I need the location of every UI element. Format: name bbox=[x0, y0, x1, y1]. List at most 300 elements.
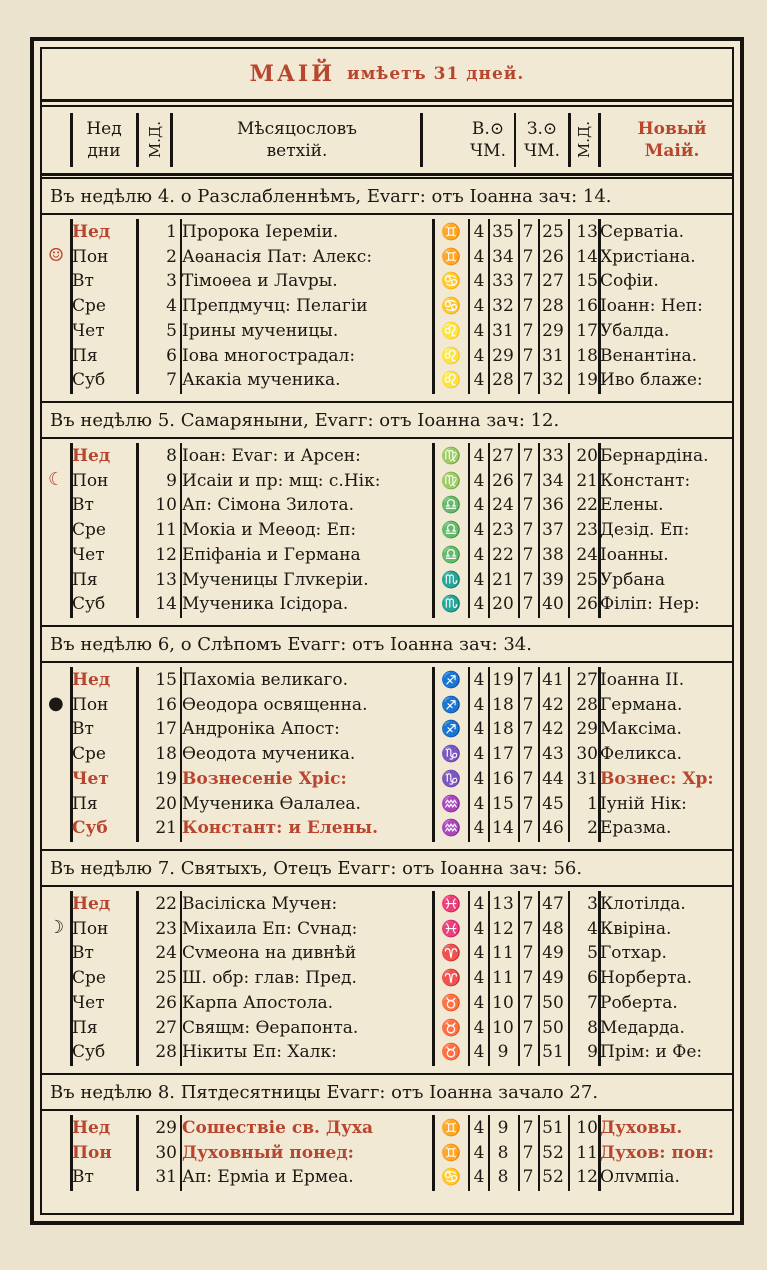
sunset-minute: 51 bbox=[542, 1118, 564, 1138]
calendar-row bbox=[42, 294, 732, 319]
new-calendar-day: 20 bbox=[576, 446, 598, 466]
sunset-hour: 7 bbox=[522, 992, 534, 1013]
sunrise-hour: 4 bbox=[473, 943, 485, 964]
day-number: 2 bbox=[166, 246, 177, 267]
calendar-row bbox=[42, 1116, 732, 1141]
new-calendar-day: 18 bbox=[576, 345, 598, 366]
calendar-row bbox=[42, 892, 732, 917]
day-number: 4 bbox=[166, 296, 177, 317]
sunset-minute: 45 bbox=[542, 793, 564, 814]
old-calendar-saint: Мученика Ісідора. bbox=[182, 594, 349, 615]
sunset-minute: 33 bbox=[542, 446, 564, 466]
sunrise-hour: 4 bbox=[473, 670, 485, 690]
day-number: 6 bbox=[166, 345, 177, 366]
day-number: 21 bbox=[155, 818, 177, 839]
week-heading: Въ недѣлю 6, о Слѣпомъ Еvагг: отъ Іоанна зач: 34. bbox=[42, 625, 732, 663]
header-md-left bbox=[140, 107, 170, 173]
old-calendar-saint: Аѳанасія Пат: Алекс: bbox=[182, 246, 373, 267]
page-title bbox=[42, 49, 732, 102]
zodiac-icon: ♐ bbox=[441, 670, 461, 689]
sunrise-minute: 21 bbox=[492, 569, 514, 590]
zodiac-icon: ♈ bbox=[441, 968, 461, 988]
sunrise-hour: 4 bbox=[473, 1167, 485, 1188]
new-calendar-day: 9 bbox=[587, 1042, 598, 1063]
sunrise-minute: 18 bbox=[492, 719, 514, 740]
header-md-right-label: М.Д. bbox=[575, 121, 593, 159]
header-v-chm-2: ЧМ. bbox=[470, 141, 506, 161]
sunset-hour: 7 bbox=[522, 1118, 534, 1138]
day-number: 18 bbox=[155, 744, 177, 765]
new-calendar-saint: Клотілда. bbox=[600, 894, 686, 914]
sunrise-hour: 4 bbox=[473, 1017, 485, 1038]
sunrise-hour: 4 bbox=[473, 345, 485, 366]
header-mesyatseslov bbox=[174, 107, 420, 173]
sunrise-minute: 14 bbox=[492, 818, 514, 839]
weekday-label: Сре bbox=[72, 520, 106, 541]
zodiac-icon: ♓ bbox=[441, 894, 461, 913]
sunset-minute: 27 bbox=[542, 271, 564, 292]
old-calendar-saint: Ш. обр: глав: Пред. bbox=[182, 968, 357, 989]
new-calendar-saint: Іоанна II. bbox=[600, 670, 685, 690]
new-calendar-day: 1 bbox=[587, 793, 598, 814]
weekday-label: Чет bbox=[72, 992, 105, 1013]
sunrise-hour: 4 bbox=[473, 768, 485, 789]
day-number: 15 bbox=[155, 670, 177, 690]
weekday-label: Пон bbox=[72, 694, 109, 715]
header-novyi bbox=[602, 107, 742, 173]
weekday-label: Пон bbox=[72, 246, 109, 267]
sunset-hour: 7 bbox=[522, 345, 534, 366]
day-number: 20 bbox=[155, 793, 177, 814]
calendar-row bbox=[42, 518, 732, 543]
old-calendar-saint: Карпа Апостола. bbox=[182, 992, 333, 1013]
header-md-left-label: М.Д. bbox=[146, 121, 164, 159]
week-block bbox=[42, 663, 732, 846]
new-calendar-day: 7 bbox=[587, 992, 598, 1013]
day-number: 29 bbox=[155, 1118, 177, 1138]
zodiac-icon: ♎ bbox=[441, 495, 461, 515]
new-calendar-day: 2 bbox=[587, 818, 598, 839]
zodiac-icon: ♏ bbox=[441, 594, 461, 614]
calendar-row bbox=[42, 717, 732, 742]
old-calendar-saint: Духовный понед: bbox=[182, 1142, 354, 1163]
sunrise-minute: 20 bbox=[492, 594, 514, 615]
sunrise-minute: 8 bbox=[497, 1142, 509, 1163]
sunset-minute: 49 bbox=[542, 968, 564, 989]
day-number: 24 bbox=[155, 943, 177, 964]
new-calendar-day: 12 bbox=[576, 1167, 598, 1188]
sunrise-hour: 4 bbox=[473, 544, 485, 565]
day-number: 13 bbox=[155, 569, 177, 590]
zodiac-icon: ♉ bbox=[441, 1042, 461, 1062]
calendar-row bbox=[42, 693, 732, 718]
sunset-minute: 43 bbox=[542, 744, 564, 765]
sunset-hour: 7 bbox=[522, 894, 534, 914]
weekday-label: Чет bbox=[72, 544, 105, 565]
sunset-minute: 49 bbox=[542, 943, 564, 964]
sunrise-minute: 26 bbox=[492, 470, 514, 491]
calendar-row bbox=[42, 269, 732, 294]
weekday-label: Чет bbox=[72, 320, 105, 341]
header-mesyatseslov-1: Мѣсяцословъ bbox=[236, 119, 357, 139]
sunrise-minute: 31 bbox=[492, 320, 514, 341]
weekday-label: Сре bbox=[72, 968, 106, 989]
week-block bbox=[42, 439, 732, 622]
header-v-chm-1: В.⊙ bbox=[471, 119, 505, 139]
weekday-label: Вт bbox=[72, 943, 94, 964]
sunset-hour: 7 bbox=[522, 744, 534, 765]
sunset-minute: 46 bbox=[542, 818, 564, 839]
day-number: 3 bbox=[166, 271, 177, 292]
sunrise-minute: 13 bbox=[492, 894, 514, 914]
header-ned-dni bbox=[73, 107, 135, 173]
weekday-label: Суб bbox=[72, 818, 108, 839]
calendar-row bbox=[42, 568, 732, 593]
sunset-hour: 7 bbox=[522, 943, 534, 964]
zodiac-icon: ♍ bbox=[441, 470, 461, 490]
sunset-hour: 7 bbox=[522, 719, 534, 740]
old-calendar-saint: Ѳеодота мученика. bbox=[182, 744, 356, 765]
zodiac-icon: ♊ bbox=[441, 246, 461, 266]
new-calendar-saint: Норберта. bbox=[600, 968, 693, 989]
calendar-row bbox=[42, 319, 732, 344]
sunset-hour: 7 bbox=[522, 968, 534, 989]
sunrise-minute: 15 bbox=[492, 793, 514, 814]
new-calendar-saint: Олvмпіа. bbox=[600, 1167, 680, 1188]
calendar-row bbox=[42, 245, 732, 270]
day-number: 5 bbox=[166, 320, 177, 341]
old-calendar-saint: Сошествіе св. Духа bbox=[182, 1118, 373, 1138]
calendar-row bbox=[42, 742, 732, 767]
sunset-minute: 48 bbox=[542, 918, 564, 939]
sunset-hour: 7 bbox=[522, 1017, 534, 1038]
day-number: 23 bbox=[155, 918, 177, 939]
sunrise-minute: 29 bbox=[492, 345, 514, 366]
zodiac-icon: ♋ bbox=[441, 296, 461, 316]
sunset-minute: 42 bbox=[542, 694, 564, 715]
new-calendar-saint: Еразма. bbox=[600, 818, 672, 839]
weekday-label: Нед bbox=[72, 894, 111, 914]
old-calendar-saint: Мученицы Глvкеріи. bbox=[182, 569, 369, 590]
new-calendar-saint: Иво блаже: bbox=[600, 370, 703, 391]
week-heading: Въ недѣлю 4. о Разслабленнѣмъ, Еvагг: отъ Іоанна зач: 14. bbox=[42, 177, 732, 215]
moon-phase-icon: ☺ bbox=[48, 244, 65, 266]
sunrise-minute: 23 bbox=[492, 520, 514, 541]
zodiac-icon: ♍ bbox=[441, 446, 461, 465]
new-calendar-saint: Максіма. bbox=[600, 719, 682, 740]
weekday-label: Чет bbox=[72, 768, 109, 789]
zodiac-icon: ♉ bbox=[441, 992, 461, 1012]
new-calendar-saint: Констант: bbox=[600, 470, 691, 491]
sunset-minute: 42 bbox=[542, 719, 564, 740]
new-calendar-saint: Духов: пон: bbox=[600, 1142, 714, 1163]
new-calendar-day: 28 bbox=[576, 694, 598, 715]
day-number: 28 bbox=[155, 1042, 177, 1063]
new-calendar-day: 16 bbox=[576, 296, 598, 317]
sunrise-minute: 24 bbox=[492, 495, 514, 516]
moon-phase-icon: ☽ bbox=[48, 916, 65, 938]
sunrise-minute: 8 bbox=[497, 1167, 509, 1188]
sunrise-minute: 22 bbox=[492, 544, 514, 565]
new-calendar-day: 5 bbox=[587, 943, 598, 964]
new-calendar-day: 19 bbox=[576, 370, 598, 391]
new-calendar-saint: Філіп: Нер: bbox=[600, 594, 700, 615]
zodiac-icon: ♌ bbox=[441, 345, 461, 365]
sunset-hour: 7 bbox=[522, 1042, 534, 1063]
old-calendar-saint: Констант: и Елены. bbox=[182, 818, 379, 839]
new-calendar-day: 13 bbox=[576, 222, 598, 242]
day-number: 1 bbox=[166, 222, 177, 242]
weekday-label: Суб bbox=[72, 370, 106, 391]
new-calendar-saint: Роберта. bbox=[600, 992, 678, 1013]
new-calendar-saint: Іоанн: Неп: bbox=[600, 296, 703, 317]
sunset-minute: 47 bbox=[542, 894, 564, 914]
weekday-label: Пя bbox=[72, 1017, 98, 1038]
sunrise-hour: 4 bbox=[473, 992, 485, 1013]
sunrise-minute: 11 bbox=[492, 943, 514, 964]
old-calendar-saint: Епіфаніа и Германа bbox=[182, 544, 361, 565]
calendar-row bbox=[42, 917, 732, 942]
header-novyi-1: Новый bbox=[637, 119, 707, 139]
calendar-row bbox=[42, 941, 732, 966]
moon-phase-icon: ☾ bbox=[48, 468, 65, 490]
zodiac-icon: ♐ bbox=[441, 694, 461, 714]
sunrise-minute: 17 bbox=[492, 744, 514, 765]
header-z-chm-2: ЧМ. bbox=[524, 141, 560, 161]
sunset-hour: 7 bbox=[522, 544, 534, 565]
header-z-chm bbox=[516, 107, 568, 173]
week-block bbox=[42, 215, 732, 398]
sunrise-minute: 11 bbox=[492, 968, 514, 989]
calendar-row bbox=[42, 444, 732, 469]
sunset-hour: 7 bbox=[522, 1167, 534, 1188]
new-calendar-day: 14 bbox=[576, 246, 598, 267]
zodiac-icon: ♓ bbox=[441, 918, 461, 938]
sunrise-hour: 4 bbox=[473, 446, 485, 466]
sunset-hour: 7 bbox=[522, 670, 534, 690]
week-heading: Въ недѣлю 8. Пятдесятницы Еvагг: отъ Іоанна зачало 27. bbox=[42, 1073, 732, 1111]
new-calendar-day: 4 bbox=[587, 918, 598, 939]
weekday-label: Нед bbox=[72, 670, 111, 690]
calendar-row bbox=[42, 344, 732, 369]
new-calendar-day: 23 bbox=[576, 520, 598, 541]
new-calendar-saint: Готхар. bbox=[600, 943, 667, 964]
new-calendar-day: 10 bbox=[576, 1118, 598, 1138]
new-calendar-saint: Іоанны. bbox=[600, 544, 669, 565]
day-number: 7 bbox=[166, 370, 177, 391]
zodiac-icon: ♏ bbox=[441, 569, 461, 589]
sunrise-minute: 12 bbox=[492, 918, 514, 939]
new-calendar-day: 17 bbox=[576, 320, 598, 341]
old-calendar-saint: Міхаила Еп: Сvнад: bbox=[182, 918, 358, 939]
sunset-hour: 7 bbox=[522, 694, 534, 715]
month-name: МАІЙ bbox=[249, 61, 335, 87]
sunset-hour: 7 bbox=[522, 370, 534, 391]
sunrise-minute: 34 bbox=[492, 246, 514, 267]
new-calendar-saint: Серватіа. bbox=[600, 222, 685, 242]
sunset-hour: 7 bbox=[522, 246, 534, 267]
sunrise-hour: 4 bbox=[473, 1118, 485, 1138]
sunset-hour: 7 bbox=[522, 296, 534, 317]
zodiac-icon: ♒ bbox=[441, 818, 461, 838]
new-calendar-saint: Убалда. bbox=[600, 320, 670, 341]
calendar-page bbox=[30, 37, 744, 1225]
day-number: 16 bbox=[155, 694, 177, 715]
sunset-minute: 50 bbox=[542, 1017, 564, 1038]
weekday-label: Вт bbox=[72, 495, 94, 516]
day-number: 9 bbox=[166, 470, 177, 491]
sunset-minute: 34 bbox=[542, 470, 564, 491]
sunset-minute: 41 bbox=[542, 670, 564, 690]
calendar-row bbox=[42, 1141, 732, 1166]
sunrise-hour: 4 bbox=[473, 719, 485, 740]
weekday-label: Нед bbox=[72, 222, 111, 242]
new-calendar-day: 15 bbox=[576, 271, 598, 292]
new-calendar-day: 26 bbox=[576, 594, 598, 615]
sunset-hour: 7 bbox=[522, 569, 534, 590]
sunset-hour: 7 bbox=[522, 446, 534, 466]
sunset-hour: 7 bbox=[522, 594, 534, 615]
sunrise-hour: 4 bbox=[473, 894, 485, 914]
sunrise-minute: 27 bbox=[492, 446, 514, 466]
sunrise-hour: 4 bbox=[473, 271, 485, 292]
zodiac-icon: ♋ bbox=[441, 1167, 461, 1187]
weekday-label: Пя bbox=[72, 569, 98, 590]
zodiac-icon: ♑ bbox=[441, 768, 461, 788]
column-header bbox=[42, 105, 732, 176]
weekday-label: Пон bbox=[72, 1142, 112, 1163]
zodiac-icon: ♑ bbox=[441, 744, 461, 764]
sunrise-minute: 10 bbox=[492, 1017, 514, 1038]
zodiac-icon: ♌ bbox=[441, 370, 461, 390]
new-calendar-day: 27 bbox=[576, 670, 598, 690]
sunrise-hour: 4 bbox=[473, 222, 485, 242]
weekday-label: Вт bbox=[72, 271, 94, 292]
sunrise-minute: 10 bbox=[492, 992, 514, 1013]
sunset-hour: 7 bbox=[522, 470, 534, 491]
month-days: имѣетъ 31 дней. bbox=[347, 64, 525, 84]
new-calendar-saint: Германа. bbox=[600, 694, 683, 715]
header-mesyatseslov-2: ветхій. bbox=[266, 141, 328, 161]
sunrise-hour: 4 bbox=[473, 370, 485, 391]
sunrise-minute: 35 bbox=[492, 222, 514, 242]
weekday-label: Сре bbox=[72, 744, 106, 765]
sunset-hour: 7 bbox=[522, 222, 534, 242]
sunrise-minute: 32 bbox=[492, 296, 514, 317]
old-calendar-saint: Сvмеона на дивнѣй bbox=[182, 943, 357, 964]
zodiac-icon: ♋ bbox=[441, 271, 461, 291]
sunset-minute: 44 bbox=[542, 768, 564, 789]
old-calendar-saint: Пахоміа великаго. bbox=[182, 670, 349, 690]
zodiac-icon: ♈ bbox=[441, 943, 461, 963]
sunset-hour: 7 bbox=[522, 793, 534, 814]
sunset-minute: 31 bbox=[542, 345, 564, 366]
old-calendar-saint: Исаіи и пр: мщ: с.Нік: bbox=[182, 470, 381, 491]
sunrise-hour: 4 bbox=[473, 968, 485, 989]
day-number: 11 bbox=[155, 520, 177, 541]
old-calendar-saint: Іоан: Еvаг: и Арсен: bbox=[182, 446, 361, 466]
sunrise-hour: 4 bbox=[473, 1042, 485, 1063]
new-calendar-day: 31 bbox=[576, 768, 598, 789]
weekday-label: Нед bbox=[72, 446, 111, 466]
sunset-hour: 7 bbox=[522, 495, 534, 516]
new-calendar-day: 25 bbox=[576, 569, 598, 590]
sunrise-hour: 4 bbox=[473, 320, 485, 341]
day-number: 19 bbox=[155, 768, 177, 789]
old-calendar-saint: Васіліска Мучен: bbox=[182, 894, 338, 914]
zodiac-icon: ♌ bbox=[441, 320, 461, 340]
old-calendar-saint: Ірины мученицы. bbox=[182, 320, 339, 341]
new-calendar-saint: Медарда. bbox=[600, 1017, 685, 1038]
weekday-label: Вт bbox=[72, 1167, 94, 1188]
calendar-row bbox=[42, 543, 732, 568]
new-calendar-day: 21 bbox=[576, 470, 598, 491]
new-calendar-saint: Урбана bbox=[600, 569, 666, 590]
sunset-minute: 28 bbox=[542, 296, 564, 317]
weekday-label: Нед bbox=[72, 1118, 111, 1138]
sunrise-minute: 28 bbox=[492, 370, 514, 391]
day-number: 14 bbox=[155, 594, 177, 615]
old-calendar-saint: Мокіа и Меѳод: Еп: bbox=[182, 520, 357, 541]
old-calendar-saint: Ѳеодора освященна. bbox=[182, 694, 368, 715]
zodiac-icon: ♊ bbox=[441, 1142, 461, 1162]
header-novyi-2: Маій. bbox=[644, 141, 700, 161]
sunrise-minute: 33 bbox=[492, 271, 514, 292]
sunset-minute: 29 bbox=[542, 320, 564, 341]
new-calendar-day: 3 bbox=[587, 894, 598, 914]
new-calendar-saint: Дезід. Еп: bbox=[600, 520, 690, 541]
sunset-minute: 37 bbox=[542, 520, 564, 541]
new-calendar-saint: Феликса. bbox=[600, 744, 682, 765]
sunset-minute: 40 bbox=[542, 594, 564, 615]
sunset-minute: 25 bbox=[542, 222, 564, 242]
calendar-row bbox=[42, 368, 732, 393]
moon-phase-icon: ● bbox=[48, 692, 64, 714]
sunrise-hour: 4 bbox=[473, 296, 485, 317]
sunrise-hour: 4 bbox=[473, 569, 485, 590]
sunrise-hour: 4 bbox=[473, 793, 485, 814]
header-v-chm bbox=[462, 107, 514, 173]
zodiac-icon: ♊ bbox=[441, 222, 461, 241]
day-number: 12 bbox=[155, 544, 177, 565]
old-calendar-saint: Акакіа мученика. bbox=[182, 370, 341, 391]
sunset-hour: 7 bbox=[522, 520, 534, 541]
calendar-row bbox=[42, 991, 732, 1016]
sunset-minute: 50 bbox=[542, 992, 564, 1013]
calendar-row bbox=[42, 767, 732, 792]
calendar-row bbox=[42, 1165, 732, 1190]
header-md-right bbox=[570, 107, 598, 173]
calendar-row bbox=[42, 1016, 732, 1041]
old-calendar-saint: Тімоѳеа и Лаvры. bbox=[182, 271, 338, 292]
weekday-label: Пя bbox=[72, 793, 98, 814]
old-calendar-saint: Свящм: Ѳерапонта. bbox=[182, 1017, 359, 1038]
sunrise-hour: 4 bbox=[473, 520, 485, 541]
sunset-hour: 7 bbox=[522, 818, 534, 839]
old-calendar-saint: Іова многострадал: bbox=[182, 345, 356, 366]
sunrise-hour: 4 bbox=[473, 1142, 485, 1163]
old-calendar-saint: Нікиты Еп: Халк: bbox=[182, 1042, 337, 1063]
weekday-label: Суб bbox=[72, 594, 106, 615]
new-calendar-day: 22 bbox=[576, 495, 598, 516]
week-heading: Въ недѣлю 5. Самаряныни, Еvагг: отъ Іоанна зач: 12. bbox=[42, 401, 732, 439]
sunset-minute: 26 bbox=[542, 246, 564, 267]
calendar-row bbox=[42, 469, 732, 494]
new-calendar-saint: Бернардіна. bbox=[600, 446, 709, 466]
header-ned: Нед bbox=[86, 119, 122, 139]
weekday-label: Вт bbox=[72, 719, 94, 740]
calendar-frame bbox=[40, 47, 734, 1215]
